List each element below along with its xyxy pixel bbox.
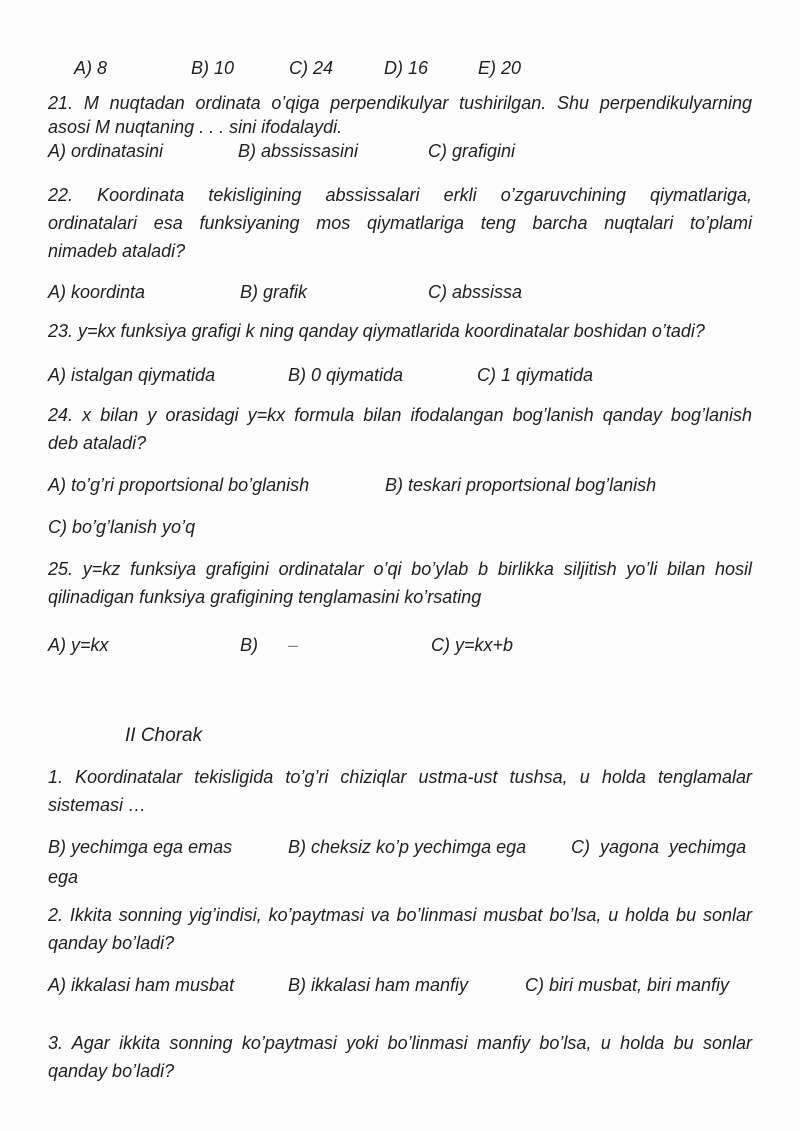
option-b: B) abssissasini: [238, 141, 359, 161]
option-b: B) teskari proportsional bog’lanish: [385, 475, 657, 495]
s2-question-3-line-2: qanday bo’ladi?: [48, 1061, 175, 1081]
prev-question-answers-row: [0, 54, 800, 82]
question-24-option-c-row: [0, 513, 800, 541]
option-b: B): [240, 635, 258, 655]
s2-question-1-option-c-wrap-row: [0, 863, 800, 891]
answer-option-c: C) 24: [289, 58, 334, 78]
question-21-line-2: asosi M nuqtaning . . . sini ifodalaydi.: [48, 117, 343, 137]
question-23-line-1: 23. y=kx funksiya grafigi k ning qanday qiymatlarida koordinatalar boshidan o’tadi?: [48, 321, 705, 341]
option-c: C) grafigini: [428, 141, 516, 161]
question-21-line-1: 21. M nuqtadan ordinata o’qiga perpendikulyar tushirilgan. Shu perpendikulyarning: [48, 93, 752, 113]
option-c: C) abssissa: [428, 282, 523, 302]
question-22-options-row: [0, 278, 800, 306]
option-a: A) to’g’ri proportsional bo’glanish: [48, 475, 310, 495]
option-c-continued: ega: [48, 867, 79, 887]
s2-question-1-line-2: sistemasi …: [48, 795, 147, 815]
option-b-dash: –: [288, 635, 299, 655]
s2-question-3-line-1: 3. Agar ikkita sonning ko’paytmasi yoki bo’linmasi manfiy bo’lsa, u holda bu sonlar: [48, 1033, 752, 1053]
option-a: A) y=kx: [48, 635, 109, 655]
section-title: II Chorak: [125, 725, 203, 746]
question-25-line-1: 25. y=kz funksiya grafigini ordinatalar o’qi bo’ylab b birlikka siljitish yo’li bilan hosil: [48, 559, 752, 579]
question-24-line-2: deb ataladi?: [48, 433, 147, 453]
s2-question-2-line-2: qanday bo’ladi?: [48, 933, 175, 953]
option-c: C) yagona yechimga: [571, 837, 747, 857]
answer-option-d: D) 16: [384, 58, 429, 78]
question-24-line-1: 24. x bilan y orasidagi y=kx formula bilan ifodalangan bog’lanish qanday bog’lanish: [48, 405, 752, 425]
s2-question-1-line-1: 1. Koordinatalar tekisligida to’g’ri chiziqlar ustma-ust tushsa, u holda tenglamalar: [48, 767, 752, 787]
option-b1: B) yechimga ega emas: [48, 837, 233, 857]
question-24-options-row: [0, 471, 800, 499]
option-c: C) bo’g’lanish yo’q: [48, 517, 196, 537]
option-b: B) grafik: [240, 282, 308, 302]
s2-question-2-options-row: [0, 971, 800, 999]
question-21-options-row: [0, 137, 800, 165]
question-23-options-row: [0, 361, 800, 389]
option-b: B) 0 qiymatida: [288, 365, 404, 385]
option-b2: B) cheksiz ko’p yechimga ega: [288, 837, 527, 857]
answer-option-b: B) 10: [191, 58, 235, 78]
answer-option-e: E) 20: [478, 58, 522, 78]
option-c: C) y=kx+b: [431, 635, 514, 655]
question-22-line-1: 22. Koordinata tekisligining abssissalari erkli o’zgaruvchining qiymatlariga,: [48, 185, 752, 205]
question-22-line-2: ordinatalari esa funksiyaning mos qiymatlariga teng barcha nuqtalari to’plami: [48, 213, 752, 233]
option-a: A) koordinta: [48, 282, 146, 302]
s2-question-2-line-1: 2. Ikkita sonning yig’indisi, ko’paytmasi va bo’linmasi musbat bo’lsa, u holda bu sonlar: [48, 905, 752, 925]
option-c: C) 1 qiymatida: [477, 365, 594, 385]
option-a: A) ordinatasini: [48, 141, 164, 161]
option-a: A) ikkalasi ham musbat: [48, 975, 235, 995]
s2-question-1-options-row: [0, 833, 800, 861]
option-c: C) biri musbat, biri manfiy: [525, 975, 730, 995]
question-25-options-row: [0, 631, 800, 659]
question-25-line-2: qilinadigan funksiya grafigining tenglamasini ko’rsating: [48, 587, 482, 607]
question-22-line-3: nimadeb ataladi?: [48, 241, 186, 261]
option-b: B) ikkalasi ham manfiy: [288, 975, 469, 995]
option-a: A) istalgan qiymatida: [48, 365, 216, 385]
answer-option-a: A) 8: [74, 58, 108, 78]
